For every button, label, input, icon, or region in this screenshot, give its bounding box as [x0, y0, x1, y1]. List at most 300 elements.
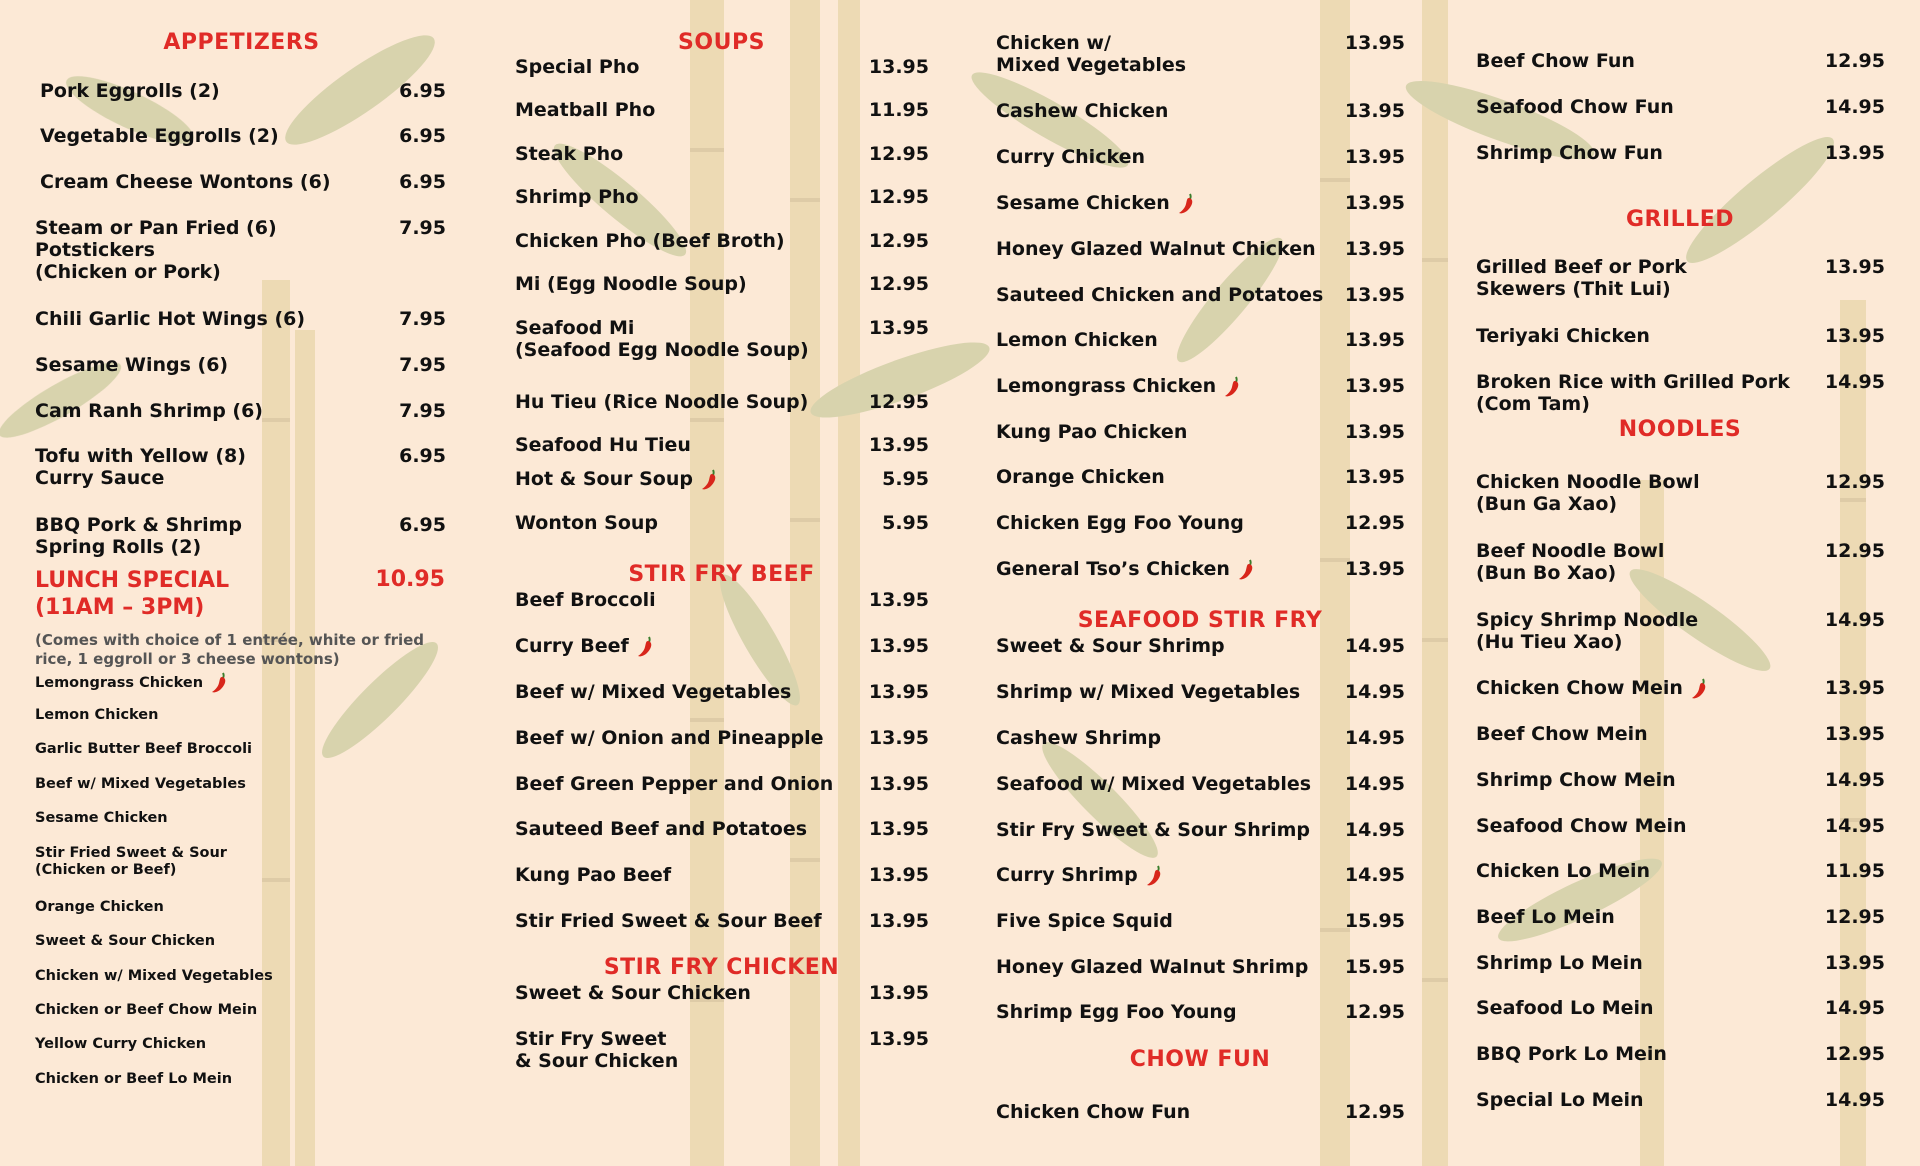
menu-item	[1476, 906, 1885, 928]
menu-item	[996, 238, 1405, 260]
menu-item-name-text: Seafood Chow Fun	[1476, 96, 1674, 118]
menu-item-name-text: Seafood Hu Tieu	[515, 434, 691, 456]
menu-item	[515, 391, 929, 413]
menu-item-name	[996, 375, 1242, 398]
menu-item	[1476, 769, 1885, 791]
lunch-special-item-name: Chicken or Beef Chow Mein	[35, 1002, 258, 1018]
menu-item	[996, 466, 1405, 488]
menu-item-name-text: Mi (Egg Noodle Soup)	[515, 273, 747, 295]
lunch-special-item	[35, 1002, 257, 1019]
menu-item	[1476, 609, 1885, 653]
menu-item	[1476, 815, 1885, 837]
chow-fun-heading: CHOW FUN	[1129, 1047, 1271, 1072]
menu-item-name-text: Chicken Chow Fun	[996, 1101, 1191, 1123]
lunch-special-item-name: Beef w/ Mixed Vegetables	[35, 776, 246, 792]
menu-item-price: 14.95	[1344, 773, 1405, 795]
menu-item-name	[1476, 50, 1635, 72]
menu-item	[996, 727, 1405, 749]
menu-item-price: 13.95	[1344, 284, 1405, 306]
menu-item-price: 13.95	[868, 681, 929, 703]
menu-item-name-text: Stir Fried Sweet & Sour Beef	[515, 910, 822, 932]
menu-item-name	[996, 238, 1316, 260]
menu-item-name-text: Sauteed Chicken and Potatoes	[996, 284, 1324, 306]
menu-item	[996, 1001, 1405, 1023]
menu-item-name-text: Shrimp Chow Mein	[1476, 769, 1676, 791]
menu-item-name	[1476, 471, 1700, 515]
menu-item-name	[996, 284, 1323, 306]
menu-item-name-text: Special Lo Mein	[1476, 1089, 1644, 1111]
appetizers-heading: APPETIZERS	[163, 30, 320, 55]
menu-item-name	[996, 1001, 1237, 1023]
menu-item	[1476, 1089, 1885, 1111]
lunch-special-item	[35, 899, 164, 916]
menu-item	[1476, 540, 1885, 584]
menu-item-name	[515, 56, 639, 78]
menu-item-name	[35, 354, 228, 376]
menu-item	[515, 468, 929, 491]
menu-item-name-text: Kung Pao Chicken	[996, 421, 1188, 443]
menu-item-name-text: Chicken Noodle Bowl (Bun Ga Xao)	[1476, 471, 1700, 515]
menu-item-price: 7.95	[399, 400, 446, 422]
menu-item-name-text: Curry Chicken	[996, 146, 1145, 168]
menu-item-name	[996, 192, 1196, 215]
menu-item	[515, 1028, 929, 1072]
menu-item-name-text: Beef Broccoli	[515, 589, 656, 611]
lunch-special-item-name: Garlic Butter Beef Broccoli	[35, 741, 253, 757]
menu-item	[996, 819, 1405, 841]
menu-item	[515, 56, 929, 78]
menu-item-name	[996, 100, 1168, 122]
menu-item-name-text: Shrimp Chow Fun	[1476, 142, 1663, 164]
menu-item-price: 14.95	[1824, 769, 1885, 791]
menu-item-name-text: Chicken Pho (Beef Broth)	[515, 230, 785, 252]
menu-item-price: 13.95	[868, 727, 929, 749]
menu-item-name	[996, 681, 1300, 703]
menu-item-name-text: Chicken w/ Mixed Vegetables	[996, 32, 1187, 76]
menu-item-name	[1476, 906, 1615, 928]
stir-fry-chicken-heading: STIR FRY CHICKEN	[603, 955, 840, 980]
menu-item-name	[35, 400, 263, 422]
menu-item-name-text: Cashew Chicken	[996, 100, 1169, 122]
menu-item-name-text: Five Spice Squid	[996, 910, 1173, 932]
menu-item	[996, 329, 1405, 351]
lunch-special-item-name: Chicken w/ Mixed Vegetables	[35, 968, 273, 984]
menu-item-name	[515, 589, 656, 611]
menu-item-name	[515, 982, 751, 1004]
menu-item-name-text: Tofu with Yellow (8) Curry Sauce	[35, 445, 246, 489]
menu-item-price: 11.95	[1824, 860, 1885, 882]
menu-item-name	[515, 391, 808, 413]
menu-item-price: 12.95	[868, 273, 929, 295]
menu-item-name-text: Teriyaki Chicken	[1476, 325, 1650, 347]
menu-item-name	[35, 445, 246, 489]
menu-item-name-text: Cam Ranh Shrimp (6)	[35, 400, 263, 422]
menu-item	[1476, 371, 1885, 415]
lunch-special-item	[35, 1036, 206, 1053]
menu-item	[515, 589, 929, 611]
lunch-special-header	[35, 567, 445, 669]
menu-item	[1476, 325, 1885, 347]
menu-item-name	[515, 773, 833, 795]
menu-item-name	[996, 329, 1158, 351]
menu-item-name	[996, 32, 1186, 76]
menu-item-name	[1476, 540, 1664, 584]
chili-pepper-icon	[1224, 376, 1242, 398]
menu-item-price: 13.95	[1344, 329, 1405, 351]
menu-item-price: 11.95	[868, 99, 929, 121]
menu-item-price: 7.95	[399, 217, 446, 239]
menu-item-price: 5.95	[882, 512, 929, 534]
chili-pepper-icon	[1146, 865, 1164, 887]
menu-item-price: 13.95	[1344, 421, 1405, 443]
chili-pepper-icon	[1178, 193, 1196, 215]
menu-item-price: 6.95	[399, 514, 446, 536]
menu-item-name	[1476, 952, 1643, 974]
menu-item-name-text: Beef w/ Onion and Pineapple	[515, 727, 824, 749]
menu-item	[1476, 997, 1885, 1019]
menu-item-price: 13.95	[1824, 677, 1885, 699]
menu-item-name	[1476, 96, 1674, 118]
menu-item	[996, 146, 1405, 168]
menu-item-name-text: Chili Garlic Hot Wings (6)	[35, 308, 306, 330]
menu-item-price: 5.95	[882, 468, 929, 490]
lunch-special-note: (Comes with choice of 1 entrée, white or fried rice, 1 eggroll or 3 cheese wontons)	[35, 631, 425, 668]
menu-item-price: 13.95	[1824, 142, 1885, 164]
menu-item-price: 13.95	[868, 982, 929, 1004]
lunch-special-title: LUNCH SPECIAL (11AM – 3PM)	[35, 568, 230, 620]
menu-item-name	[996, 727, 1161, 749]
lunch-special-item	[35, 933, 215, 950]
menu-item-name	[515, 273, 747, 295]
menu-item-price: 12.95	[868, 230, 929, 252]
menu-item-price: 13.95	[868, 773, 929, 795]
menu-item-price: 12.95	[1824, 471, 1885, 493]
menu-item-price: 13.95	[1824, 256, 1885, 278]
menu-item	[996, 910, 1405, 932]
menu-item-price: 14.95	[1344, 635, 1405, 657]
menu-item	[515, 230, 929, 252]
menu-item	[515, 727, 929, 749]
menu-item-name-text: Seafood Mi (Seafood Egg Noodle Soup)	[515, 317, 809, 361]
lunch-special-item-name: Lemongrass Chicken	[35, 675, 204, 691]
menu-item-name	[515, 818, 807, 840]
menu-item-name	[515, 727, 823, 749]
menu-item	[1476, 471, 1885, 515]
menu-item	[515, 773, 929, 795]
menu-item-price: 14.95	[1824, 609, 1885, 631]
lunch-special-item-name: Sesame Chicken	[35, 810, 168, 826]
menu-item-name	[1476, 142, 1663, 164]
menu-item	[1476, 256, 1885, 300]
menu-item-name-text: Curry Beef	[515, 635, 629, 657]
menu-item-price: 13.95	[868, 864, 929, 886]
menu-item	[996, 284, 1405, 306]
menu-item	[40, 80, 446, 102]
menu-item-price: 14.95	[1824, 1089, 1885, 1111]
menu-item-price: 13.95	[868, 589, 929, 611]
menu-item-name-text: BBQ Pork Lo Mein	[1476, 1043, 1667, 1065]
menu-item-name-text: Stir Fry Sweet & Sour Shrimp	[996, 819, 1311, 841]
menu-item-price: 13.95	[1344, 558, 1405, 580]
menu-item	[996, 512, 1405, 534]
menu-item-name-text: Seafood Lo Mein	[1476, 997, 1654, 1019]
menu-item	[515, 512, 929, 534]
menu-item-name	[996, 864, 1164, 887]
lunch-special-item-name: Lemon Chicken	[35, 707, 159, 723]
menu-item-name-text: Steam or Pan Fried (6) Potstickers (Chicken or Pork)	[35, 217, 277, 283]
menu-item-price: 7.95	[399, 354, 446, 376]
menu-item	[515, 681, 929, 703]
menu-item-name	[35, 308, 305, 330]
menu-item-name-text: Sesame Wings (6)	[35, 354, 229, 376]
menu-item-name-text: Sesame Chicken	[996, 192, 1170, 214]
menu-item-price: 14.95	[1824, 96, 1885, 118]
menu-item-name-text: Steak Pho	[515, 143, 624, 165]
menu-item-price: 13.95	[1824, 952, 1885, 974]
lunch-special-price: 10.95	[375, 567, 445, 592]
menu-item-price: 13.95	[868, 910, 929, 932]
menu-item-price: 6.95	[399, 171, 446, 193]
menu-item	[515, 864, 929, 886]
menu-item-price: 13.95	[1344, 32, 1405, 54]
menu-item-price: 12.95	[868, 186, 929, 208]
lunch-special-item	[35, 810, 168, 827]
chili-pepper-icon	[1238, 559, 1256, 581]
menu-item	[996, 421, 1405, 443]
menu-item-name-text: Spicy Shrimp Noodle (Hu Tieu Xao)	[1476, 609, 1699, 653]
menu-item	[1476, 723, 1885, 745]
menu-item-name-text: Chicken Egg Foo Young	[996, 512, 1244, 534]
menu-item-name-text: Beef Chow Mein	[1476, 723, 1648, 745]
menu-item-price: 12.95	[1824, 50, 1885, 72]
menu-item	[996, 375, 1405, 398]
seafood-stir-fry-heading: SEAFOOD STIR FRY	[1077, 608, 1323, 633]
menu-item	[1476, 1043, 1885, 1065]
menu-item-name	[515, 910, 822, 932]
menu-item-name-text: Chicken Chow Mein	[1476, 677, 1683, 699]
menu-item-name	[1476, 997, 1654, 1019]
menu-item-name-text: Broken Rice with Grilled Pork (Com Tam)	[1476, 371, 1790, 415]
menu-item-price: 15.95	[1344, 910, 1405, 932]
menu-item-name-text: Shrimp w/ Mixed Vegetables	[996, 681, 1301, 703]
menu-item-name	[515, 864, 671, 886]
menu-item	[35, 308, 446, 330]
menu-item-name	[996, 421, 1187, 443]
menu-item-name	[1476, 371, 1790, 415]
menu-item-price: 13.95	[868, 635, 929, 657]
menu-item-name-text: Cream Cheese Wontons (6)	[40, 171, 331, 193]
menu-item-name-text: General Tso’s Chicken	[996, 558, 1230, 580]
menu-item	[996, 773, 1405, 795]
menu-item-price: 14.95	[1344, 727, 1405, 749]
menu-item-name	[996, 773, 1311, 795]
menu-item-price: 14.95	[1344, 681, 1405, 703]
menu-item-name-text: BBQ Pork & Shrimp Spring Rolls (2)	[35, 514, 243, 558]
menu-item-name	[1476, 815, 1687, 837]
menu-item	[515, 273, 929, 295]
menu-item	[515, 818, 929, 840]
menu-item-name-text: Orange Chicken	[996, 466, 1165, 488]
chili-pepper-icon	[211, 672, 229, 694]
menu-item-price: 14.95	[1344, 864, 1405, 886]
menu-item-name-text: Beef Noodle Bowl (Bun Bo Xao)	[1476, 540, 1665, 584]
menu-item	[515, 982, 929, 1004]
menu-item-price: 6.95	[399, 445, 446, 467]
menu-item	[1476, 142, 1885, 164]
menu-item-name	[40, 125, 279, 147]
menu-item-price: 14.95	[1344, 819, 1405, 841]
menu-item	[1476, 96, 1885, 118]
menu-item-name-text: Beef Chow Fun	[1476, 50, 1635, 72]
menu-item-price: 13.95	[1824, 325, 1885, 347]
menu-item-name-text: Grilled Beef or Pork Skewers (Thit Lui)	[1476, 256, 1687, 300]
lunch-special-item	[35, 1071, 232, 1088]
menu-item-name-text: Special Pho	[515, 56, 640, 78]
menu-item	[35, 354, 446, 376]
menu-item	[515, 186, 929, 208]
menu-item-price: 12.95	[1824, 906, 1885, 928]
menu-item-name	[996, 146, 1145, 168]
menu-item-price: 13.95	[868, 317, 929, 339]
menu-item-name-text: Beef Green Pepper and Onion	[515, 773, 834, 795]
lunch-special-item	[35, 845, 227, 879]
menu-item-name	[996, 910, 1173, 932]
menu-item-price: 7.95	[399, 308, 446, 330]
menu-item-name-text: Lemon Chicken	[996, 329, 1158, 351]
menu-item	[996, 1101, 1405, 1123]
menu-item	[515, 317, 929, 361]
lunch-special-item-name: Yellow Curry Chicken	[35, 1036, 207, 1052]
menu-item-name-text: Kung Pao Beef	[515, 864, 672, 886]
chili-pepper-icon	[1691, 678, 1709, 700]
menu-item-price: 13.95	[1344, 238, 1405, 260]
noodles-heading: NOODLES	[1618, 417, 1742, 442]
menu-item-price: 13.95	[868, 818, 929, 840]
menu-item-name	[515, 99, 655, 121]
menu-item-name	[515, 317, 809, 361]
menu-item-name-text: Seafood Chow Mein	[1476, 815, 1687, 837]
menu-item-name	[1476, 1043, 1667, 1065]
menu-item-name-text: Honey Glazed Walnut Shrimp	[996, 956, 1309, 978]
menu-item-price: 14.95	[1824, 371, 1885, 393]
menu-item	[996, 956, 1405, 978]
lunch-special-item-name: Chicken or Beef Lo Mein	[35, 1071, 233, 1087]
menu-item	[35, 514, 446, 558]
menu-item-name	[996, 466, 1165, 488]
menu-item-name	[40, 80, 220, 102]
menu-item-price: 12.95	[1344, 1101, 1405, 1123]
lunch-special-item	[35, 707, 158, 724]
menu-item	[515, 434, 929, 456]
menu-item	[1476, 50, 1885, 72]
menu-item-name	[515, 230, 785, 252]
menu-item-price: 12.95	[1824, 1043, 1885, 1065]
menu-item-name	[1476, 1089, 1644, 1111]
menu-item-name	[1476, 609, 1698, 653]
menu-item-name	[1476, 256, 1687, 300]
menu-item-name-text: Curry Shrimp	[996, 864, 1138, 886]
menu-item-price: 13.95	[1344, 100, 1405, 122]
menu-item-name-text: Shrimp Pho	[515, 186, 639, 208]
menu-item-name	[515, 681, 791, 703]
menu-item-price: 6.95	[399, 80, 446, 102]
menu-item-name	[515, 635, 655, 658]
menu-item	[1476, 860, 1885, 882]
menu-item-name	[996, 819, 1310, 841]
menu-item-price: 13.95	[1344, 146, 1405, 168]
menu-item-name-text: Shrimp Egg Foo Young	[996, 1001, 1237, 1023]
menu-item	[1476, 952, 1885, 974]
menu-item-price: 14.95	[1824, 997, 1885, 1019]
menu-item-name	[515, 434, 691, 456]
menu-item-price: 13.95	[1344, 375, 1405, 397]
menu-item-price: 12.95	[868, 143, 929, 165]
menu-item-name-text: Wonton Soup	[515, 512, 659, 534]
menu-item-name	[40, 171, 331, 193]
menu-item-name	[35, 217, 277, 283]
menu-item	[996, 635, 1405, 657]
menu-item-name-text: Beef w/ Mixed Vegetables	[515, 681, 792, 703]
menu-item-price: 6.95	[399, 125, 446, 147]
menu-item-price: 12.95	[868, 391, 929, 413]
menu-item-price: 12.95	[1344, 1001, 1405, 1023]
menu-item-name-text: Sweet & Sour Shrimp	[996, 635, 1225, 657]
menu-item-price: 13.95	[1344, 466, 1405, 488]
menu-item-price: 13.95	[1344, 192, 1405, 214]
menu-item-name	[996, 558, 1256, 581]
menu-item-name-text: Sauteed Beef and Potatoes	[515, 818, 808, 840]
lunch-special-item	[35, 968, 273, 985]
menu-item-price: 13.95	[868, 56, 929, 78]
menu-item	[515, 910, 929, 932]
menu-item-name-text: Seafood w/ Mixed Vegetables	[996, 773, 1312, 795]
menu-item	[40, 125, 446, 147]
menu-item-name	[1476, 769, 1676, 791]
menu-item-name-text: Meatball Pho	[515, 99, 656, 121]
menu-item-name-text: Chicken Lo Mein	[1476, 860, 1651, 882]
menu-item-name-text: Hot & Sour Soup	[515, 468, 693, 490]
menu-item-name	[1476, 677, 1709, 700]
chili-pepper-icon	[701, 469, 719, 491]
menu-item	[515, 99, 929, 121]
menu-item-name-text: Beef Lo Mein	[1476, 906, 1615, 928]
menu-item-name	[35, 514, 242, 558]
menu-item-name	[1476, 723, 1648, 745]
menu-item-price: 12.95	[1824, 540, 1885, 562]
menu-item-name	[996, 956, 1308, 978]
menu-item	[35, 445, 446, 489]
menu-item-name-text: Sweet & Sour Chicken	[515, 982, 751, 1004]
menu-item-name	[515, 512, 658, 534]
menu-item	[996, 864, 1405, 887]
menu-item-price: 13.95	[868, 1028, 929, 1050]
menu-item-name	[996, 1101, 1190, 1123]
lunch-special-item	[35, 672, 229, 694]
menu-item	[35, 400, 446, 422]
soups-heading: SOUPS	[678, 30, 765, 55]
menu-item-price: 13.95	[1824, 723, 1885, 745]
menu-item	[996, 100, 1405, 122]
menu-item-name-text: Pork Eggrolls (2)	[40, 80, 220, 102]
menu-item-name	[1476, 860, 1650, 882]
menu-item	[1476, 677, 1885, 700]
menu-item	[515, 635, 929, 658]
menu-item-name	[996, 512, 1244, 534]
menu-item-name	[515, 1028, 678, 1072]
chili-pepper-icon	[637, 636, 655, 658]
menu-item-price: 13.95	[868, 434, 929, 456]
lunch-special-item-name: Stir Fried Sweet & Sour (Chicken or Beef)	[35, 845, 227, 878]
